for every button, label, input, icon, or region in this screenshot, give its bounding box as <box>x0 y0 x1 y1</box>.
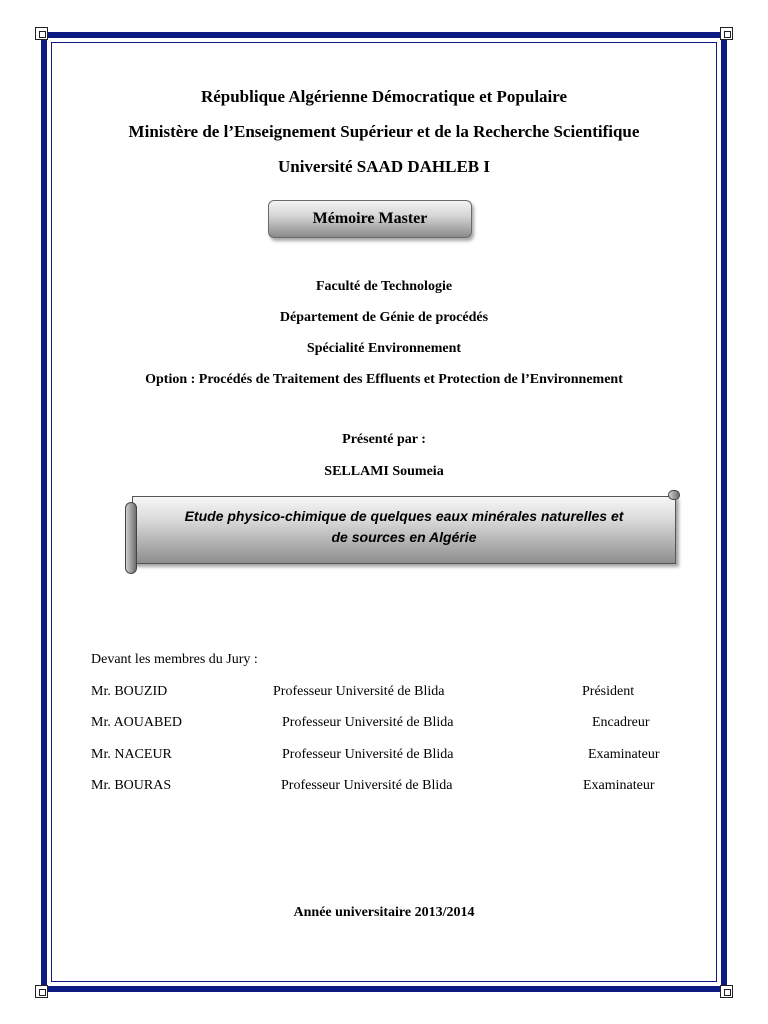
jury-heading: Devant les membres du Jury : <box>91 652 258 667</box>
option-label: Option : Procédés de Traitement des Effluents et Protection de l’Environnement <box>145 372 623 387</box>
university-heading: Université SAAD DAHLEB I <box>277 157 491 176</box>
jury-member-title: Professeur Université de Blida <box>282 715 454 730</box>
ministry-heading: Ministère de l’Enseignement Supérieur et de la Recherche Scientifique <box>128 122 640 141</box>
jury-row <box>0 747 768 765</box>
author-name: SELLAMI Soumeia <box>324 464 444 479</box>
corner-ornament-icon <box>720 985 733 998</box>
jury-member-name: Mr. BOURAS <box>91 778 172 793</box>
jury-member-name: Mr. NACEUR <box>91 747 172 762</box>
jury-row <box>0 715 768 733</box>
jury-member-role: Encadreur <box>592 715 650 730</box>
scroll-roll-icon <box>668 490 680 500</box>
jury-member-role: Examinateur <box>583 778 655 793</box>
jury-member-title: Professeur Université de Blida <box>281 778 453 793</box>
document-type-badge: Mémoire Master <box>268 200 472 238</box>
corner-ornament-icon <box>720 27 733 40</box>
jury-member-role: Président <box>582 684 635 699</box>
department-label: Département de Génie de procédés <box>279 310 489 325</box>
speciality-label: Spécialité Environnement <box>306 341 462 356</box>
faculty-label: Faculté de Technologie <box>315 279 453 294</box>
corner-ornament-icon <box>35 985 48 998</box>
thesis-title <box>132 506 676 548</box>
title-scroll-banner <box>120 488 686 580</box>
thesis-title-line2: de sources en Algérie <box>331 529 477 545</box>
jury-member-title: Professeur Université de Blida <box>282 747 454 762</box>
corner-ornament-icon <box>35 27 48 40</box>
jury-row <box>0 684 768 702</box>
jury-member-title: Professeur Université de Blida <box>273 684 445 699</box>
republic-heading: République Algérienne Démocratique et Populaire <box>200 87 568 106</box>
academic-year: Année universitaire 2013/2014 <box>293 905 475 920</box>
thesis-title-line1: Etude physico-chimique de quelques eaux minérales naturelles et <box>184 508 624 524</box>
presented-by-label: Présenté par : <box>342 432 426 447</box>
jury-member-name: Mr. AOUABED <box>91 715 183 730</box>
jury-member-name: Mr. BOUZID <box>91 684 168 699</box>
jury-member-role: Examinateur <box>588 747 660 762</box>
jury-row <box>0 778 768 796</box>
